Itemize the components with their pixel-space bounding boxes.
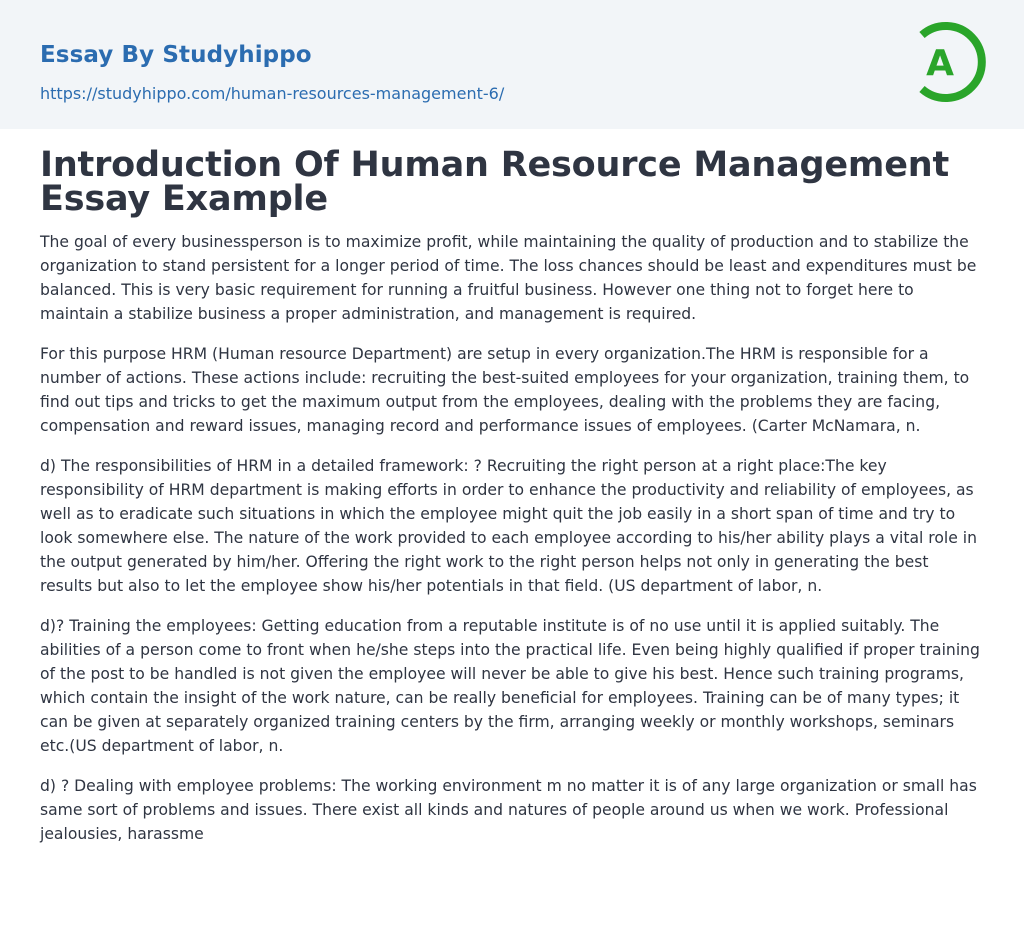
essay-title: Introduction Of Human Resource Management Essay Example (40, 145, 949, 219)
site-header (0, 0, 1024, 129)
essay-paragraph: For this purpose HRM (Human resource Department) are setup in every organization.The HRM is responsible for a number of actions. These actions include: recruiting the best-suited employees for your organization, training them, to find out tips and tricks to get the maximum output from the employees, dealing with the problems they are facing, compensation and reward issues, managing record and performance issues of employees. (Carter McNamara, n. (40, 345, 970, 435)
essay-paragraph: The goal of every businessperson is to maximize profit, while maintaining the quality of production and to stabilize the organization to stand persistent for a longer period of time. The loss chances should be least and expenditures must be balanced. This is very basic requirement for running a fruitful business. However one thing not to forget here to maintain a stabilize business a proper administration, and management is required. (40, 233, 977, 323)
site-brand[interactable]: Essay By Studyhippo (40, 42, 312, 68)
essay-paragraph: d)? Training the employees: Getting education from a reputable institute is of no use until it is applied suitably. The abilities of a person come to front when he/she steps into the practical life. Even being highly qualified if proper training of the post to be handled is not given the employee will never be able to give his best. Hence such training programs, which contain the insight of the work nature, can be really beneficial for employees. Training can be of many types; it can be given at separately organized training centers by the firm, arranging weekly or monthly workshops, seminars etc.(US department of labor, n. (40, 617, 980, 755)
essay-content (40, 145, 984, 862)
essay-paragraph: d) ? Dealing with employee problems: The working environment m no matter it is of any large organization or small has same sort of problems and issues. There exist all kinds and natures of people around us when we work. Professional jealousies, harassme (40, 777, 977, 843)
logo-letter: A (926, 43, 954, 84)
essay-paragraph: d) The responsibilities of HRM in a detailed framework: ? Recruiting the right person at a right place:The key responsibility of HRM department is making efforts in order to enhance the productivity and reliability of employees, as well as to eradicate such situations in which the employee might quit the job easily in a short span of time and try to look somewhere else. The nature of the work provided to each employee according to his/her ability plays a vital role in the output generated by him/her. Offering the right work to the right person helps not only in generating the best results but also to let the employee show his/her potentials in that field. (US department of labor, n. (40, 457, 978, 595)
source-url-link[interactable]: https://studyhippo.com/human-resources-management-6/ (40, 84, 505, 103)
studyhippo-logo-icon[interactable] (912, 19, 986, 105)
